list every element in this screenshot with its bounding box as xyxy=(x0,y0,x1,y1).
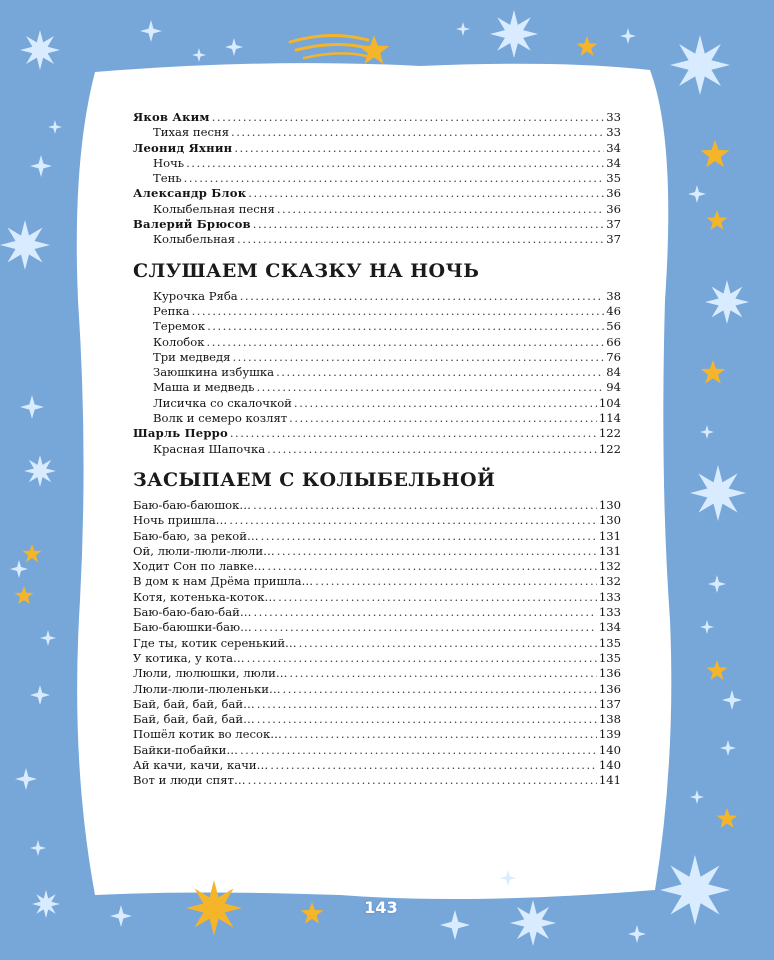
page-ref: 34 xyxy=(606,140,621,155)
page-ref: 36 xyxy=(606,186,621,201)
dot-leader xyxy=(237,232,604,247)
entry-title: Колыбельная песня xyxy=(153,201,275,216)
entry-title: Люли-люли-люленьки… xyxy=(133,681,281,696)
author-name: Валерий Брюсов xyxy=(133,217,251,232)
author-name: Леонид Яхнин xyxy=(133,140,233,155)
dot-leader xyxy=(256,380,604,395)
page-ref: 33 xyxy=(606,125,621,140)
entry-title: Красная Шапочка xyxy=(153,441,266,456)
page-ref: 94 xyxy=(606,380,621,395)
page-ref: 132 xyxy=(598,574,621,589)
entry-title: Лисичка со скалочкой xyxy=(153,395,292,410)
entry-title: Пошёл котик во лесок… xyxy=(133,727,282,742)
entry-title: У котика, у кота… xyxy=(133,650,245,665)
dot-leader xyxy=(257,712,597,727)
toc-entry-row xyxy=(133,350,621,365)
page-ref: 139 xyxy=(598,727,621,742)
dot-leader xyxy=(299,636,597,651)
page-ref: 141 xyxy=(598,773,621,788)
toc-entry-row xyxy=(133,574,621,589)
dot-leader xyxy=(186,156,604,171)
toc-entry-row xyxy=(133,498,621,513)
dot-leader xyxy=(248,186,604,201)
page-ref: 33 xyxy=(606,110,621,124)
page-ref: 84 xyxy=(606,365,621,380)
entry-title: Баю-баю-баю-бай… xyxy=(133,605,252,620)
page-ref: 34 xyxy=(606,155,621,170)
toc-entry-row xyxy=(133,156,621,171)
dot-leader xyxy=(283,682,597,697)
toc-entry-row xyxy=(133,773,621,788)
page-ref: 133 xyxy=(598,605,621,620)
entry-title: Теремок xyxy=(153,319,206,334)
entry-title: Заюшкина избушка xyxy=(153,365,275,380)
toc-author-row xyxy=(133,426,621,441)
toc-entry-row xyxy=(133,529,621,544)
toc-entry-row xyxy=(133,171,621,186)
dot-leader xyxy=(277,202,604,217)
page-ref: 135 xyxy=(598,650,621,665)
entry-title: Котя, котенька-коток… xyxy=(133,589,277,604)
dot-leader xyxy=(267,559,596,574)
toc-entry-row xyxy=(133,442,621,457)
entry-title: Вот и люди спят… xyxy=(133,773,246,788)
toc-entry-row xyxy=(133,289,621,304)
page-ref: 35 xyxy=(606,171,621,186)
dot-leader xyxy=(230,426,597,441)
dot-leader xyxy=(267,442,597,457)
entry-title: Три медведя xyxy=(153,349,231,364)
page-ref: 131 xyxy=(598,543,621,558)
entry-title: Волк и семеро козлят xyxy=(153,411,288,426)
entry-title: Бай, бай, бай, бай… xyxy=(133,712,255,727)
page-ref: 140 xyxy=(598,742,621,757)
page-ref: 66 xyxy=(606,334,621,349)
toc-entry-row xyxy=(133,727,621,742)
page-ref: 76 xyxy=(606,349,621,364)
dot-leader xyxy=(253,498,597,513)
toc-entry-row xyxy=(133,743,621,758)
entry-title: В дом к нам Дрёма пришла… xyxy=(133,574,314,589)
toc-entry-row xyxy=(133,319,621,334)
entry-title: Курочка Ряба xyxy=(153,288,238,303)
dot-leader xyxy=(231,125,604,140)
dot-leader xyxy=(254,620,597,635)
dot-leader xyxy=(212,110,605,125)
entry-title: Колобок xyxy=(153,334,205,349)
toc-author-row xyxy=(133,110,621,125)
page-ref: 135 xyxy=(598,635,621,650)
entry-title: Где ты, котик серенький… xyxy=(133,635,297,650)
page-number: 143 xyxy=(364,898,398,917)
entry-title: Ай качи, качи, качи… xyxy=(133,757,269,772)
author-name: Александр Блок xyxy=(133,186,247,201)
toc-entry-row xyxy=(133,232,621,247)
page-ref: 37 xyxy=(606,232,621,247)
table-of-contents xyxy=(133,110,621,789)
toc-author-row xyxy=(133,141,621,156)
page-ref: 136 xyxy=(598,681,621,696)
toc-entry-row xyxy=(133,620,621,635)
dot-leader xyxy=(253,217,604,232)
toc-entry-row xyxy=(133,365,621,380)
entry-title: Баю-баю, за рекой… xyxy=(133,528,259,543)
toc-entry-row xyxy=(133,559,621,574)
dot-leader xyxy=(192,304,605,319)
entry-title: Люли, люлюшки, люли… xyxy=(133,666,288,681)
entry-title: Колыбельная xyxy=(153,232,236,247)
entry-title: Тихая песня xyxy=(153,125,230,140)
dot-leader xyxy=(276,365,604,380)
toc-entry-row xyxy=(133,666,621,681)
page-ref: 133 xyxy=(598,589,621,604)
page-ref: 122 xyxy=(598,441,621,456)
toc-author-row xyxy=(133,217,621,232)
dot-leader xyxy=(257,697,597,712)
dot-leader xyxy=(277,544,597,559)
dot-leader xyxy=(240,289,605,304)
dot-leader xyxy=(284,727,597,742)
page-ref: 130 xyxy=(598,513,621,528)
page-ref: 122 xyxy=(598,426,621,441)
entry-title: Ходит Сон по лавке… xyxy=(133,559,266,574)
dot-leader xyxy=(184,171,605,186)
page-ref: 36 xyxy=(606,201,621,216)
dot-leader xyxy=(278,590,597,605)
entry-title: Ночь xyxy=(153,155,185,170)
dot-leader xyxy=(234,141,604,156)
author-name: Шарль Перро xyxy=(133,426,228,441)
toc-entry-row xyxy=(133,712,621,727)
page-ref: 137 xyxy=(598,696,621,711)
dot-leader xyxy=(294,396,597,411)
toc-entry-row xyxy=(133,411,621,426)
toc-entry-row xyxy=(133,651,621,666)
entry-title: Баю-баю-баюшок… xyxy=(133,497,251,512)
page-ref: 56 xyxy=(606,319,621,334)
dot-leader xyxy=(289,666,596,681)
dot-leader xyxy=(207,335,605,350)
toc-entry-row xyxy=(133,682,621,697)
dot-leader xyxy=(240,743,597,758)
dot-leader xyxy=(248,773,597,788)
page-ref: 37 xyxy=(606,217,621,232)
entry-title: Тень xyxy=(153,171,182,186)
page-ref: 46 xyxy=(606,303,621,318)
page-ref: 131 xyxy=(598,528,621,543)
section-heading-fairy-tales: СЛУШАЕМ СКАЗКУ НА НОЧЬ xyxy=(133,259,480,282)
dot-leader xyxy=(207,319,604,334)
toc-entry-row xyxy=(133,396,621,411)
toc-group-poets xyxy=(133,110,621,248)
toc-entry-row xyxy=(133,697,621,712)
dot-leader xyxy=(232,350,604,365)
entry-title: Репка xyxy=(153,303,190,318)
dot-leader xyxy=(270,758,597,773)
toc-entry-row xyxy=(133,636,621,651)
page-ref: 130 xyxy=(598,497,621,512)
dot-leader xyxy=(247,651,597,666)
entry-title: Байки-побайки… xyxy=(133,742,238,757)
toc-entry-row xyxy=(133,590,621,605)
toc-entry-row xyxy=(133,758,621,773)
page-ref: 140 xyxy=(598,757,621,772)
entry-title: Ой, люли-люли-люли… xyxy=(133,543,275,558)
toc-entry-row xyxy=(133,513,621,528)
page-ref: 134 xyxy=(598,620,621,635)
toc-author-row xyxy=(133,186,621,201)
toc-entry-row xyxy=(133,304,621,319)
dot-leader xyxy=(289,411,597,426)
author-name: Яков Аким xyxy=(133,110,210,124)
toc-entry-row xyxy=(133,125,621,140)
toc-group-fairy-tales xyxy=(133,289,621,457)
page-ref: 138 xyxy=(598,712,621,727)
toc-entry-row xyxy=(133,202,621,217)
page-ref: 38 xyxy=(606,288,621,303)
entry-title: Баю-баюшки-баю… xyxy=(133,620,252,635)
section-heading-lullabies: ЗАСЫПАЕМ С КОЛЫБЕЛЬНОЙ xyxy=(133,468,496,491)
page-ref: 104 xyxy=(598,395,621,410)
toc-entry-row xyxy=(133,335,621,350)
toc-group-lullabies xyxy=(133,498,621,789)
dot-leader xyxy=(315,574,597,589)
toc-entry-row xyxy=(133,380,621,395)
entry-title: Бай, бай, бай, бай… xyxy=(133,696,255,711)
page-ref: 114 xyxy=(598,411,621,426)
toc-entry-row xyxy=(133,605,621,620)
entry-title: Маша и медведь xyxy=(153,380,255,395)
dot-leader xyxy=(253,605,596,620)
page-ref: 136 xyxy=(598,666,621,681)
entry-title: Ночь пришла… xyxy=(133,513,228,528)
page-ref: 132 xyxy=(598,559,621,574)
toc-entry-row xyxy=(133,544,621,559)
dot-leader xyxy=(229,513,597,528)
dot-leader xyxy=(261,529,597,544)
